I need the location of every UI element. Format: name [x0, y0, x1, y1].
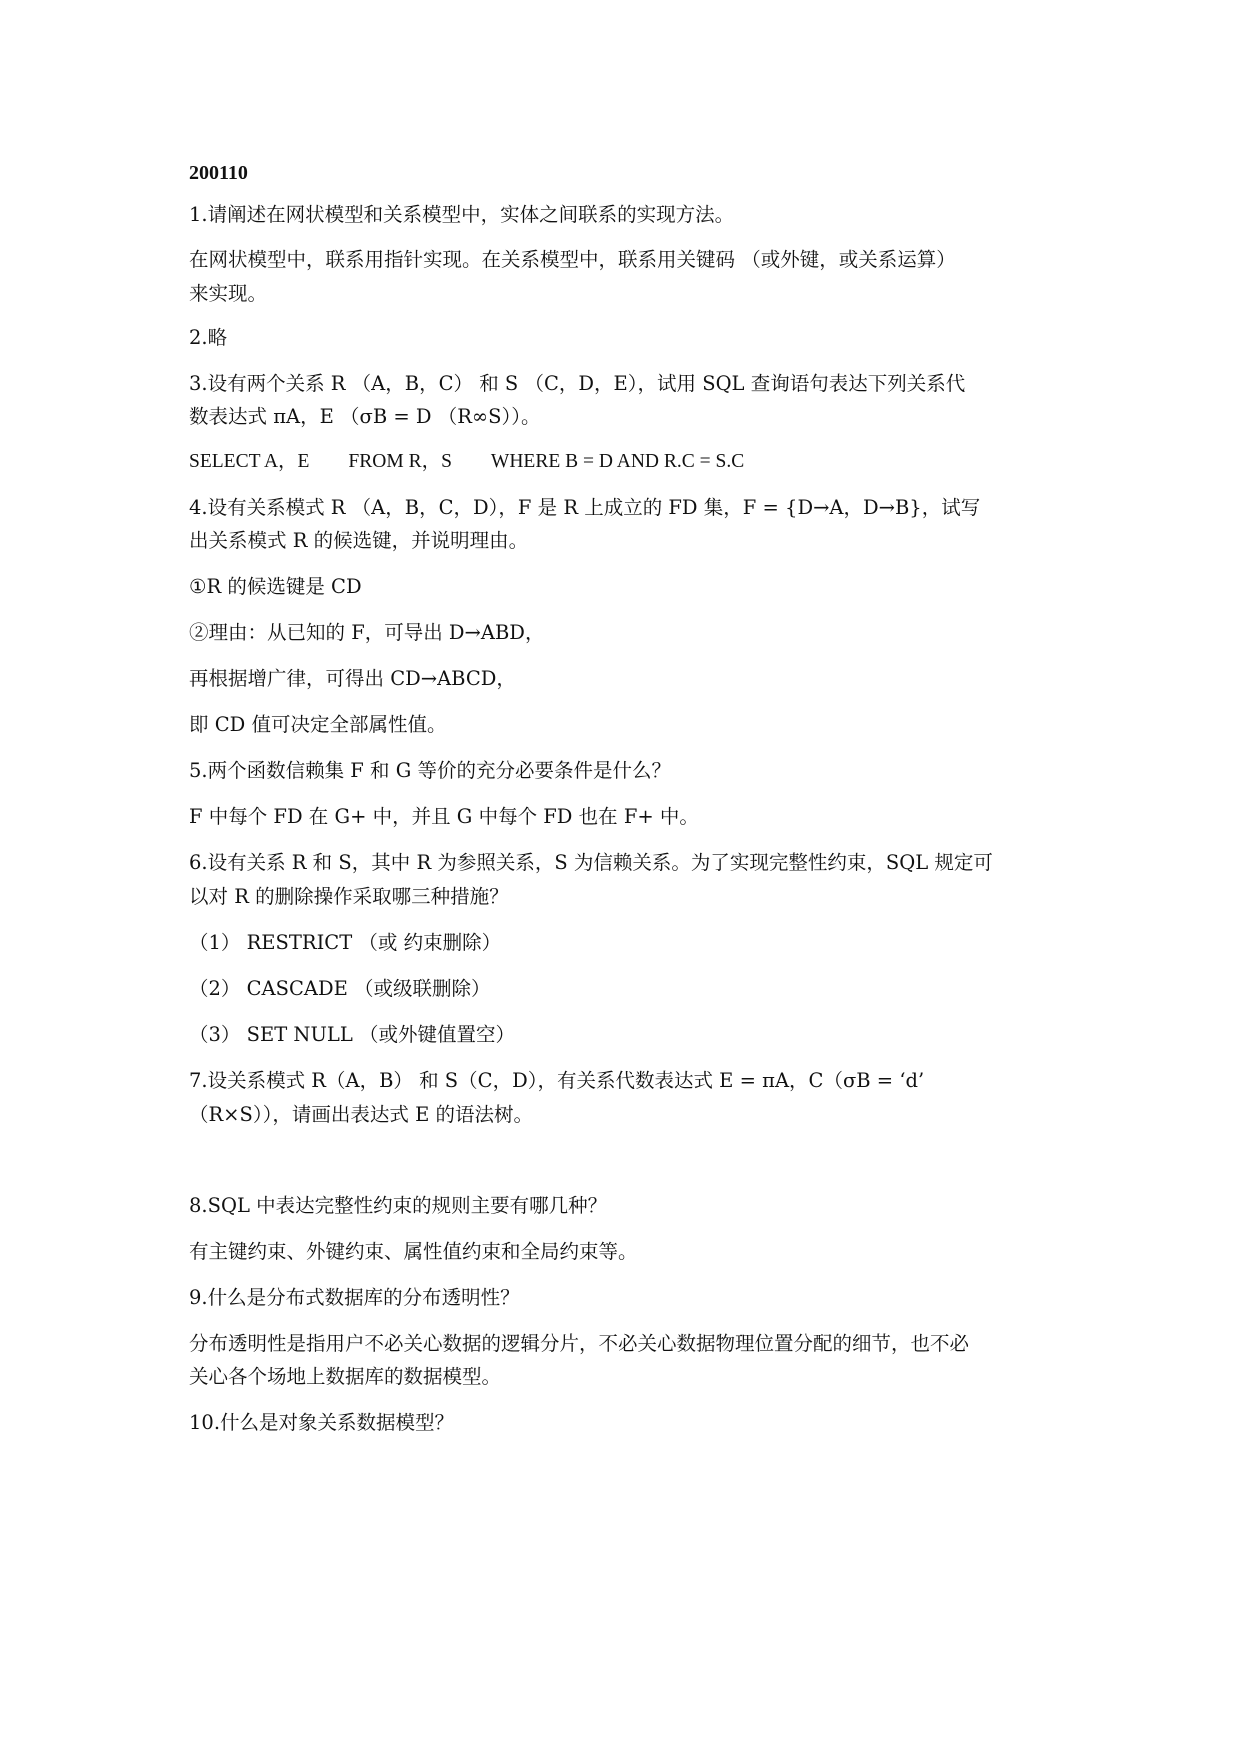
- document-heading: 200110: [189, 162, 248, 184]
- answer-5: F 中每个 FD 在 G+ 中，并且 G 中每个 FD 也在 F+ 中。: [189, 805, 699, 828]
- question-8: 8.SQL 中表达完整性约束的规则主要有哪几种？: [189, 1194, 608, 1217]
- answer-9-line-1: 分布透明性是指用户不必关心数据的逻辑分片，不必关心数据物理位置分配的细节，也不必: [189, 1332, 970, 1355]
- question-6-line-1: 6.设有关系 R 和 S，其中 R 为参照关系，S 为信赖关系。为了实现完整性约束，SQL 规定可: [189, 851, 993, 874]
- question-6-line-2: 以对 R 的删除操作采取哪三种措施？: [189, 885, 509, 908]
- answer-6-item-1: （1） RESTRICT （或 约束删除）: [189, 931, 502, 954]
- answer-6-item-2: （2） CASCADE （或级联删除）: [189, 977, 491, 1000]
- answer-8: 有主键约束、外键约束、属性值约束和全局约束等。: [189, 1240, 638, 1263]
- question-3-line-1: 3.设有两个关系 R （A，B，C） 和 S （C，D，E），试用 SQL 查询语句表达下列关系代: [189, 372, 966, 395]
- answer-3-sql: SELECT A，E FROM R，S WHERE B = D AND R.C = S.C: [189, 451, 745, 472]
- answer-1-line-1: 在网状模型中，联系用指针实现。在关系模型中，联系用关键码 （或外键，或关系运算）: [189, 248, 956, 271]
- question-3-line-2: 数表达式 πA，E （σB = D （R∞S））。: [189, 405, 541, 428]
- answer-4-line-3: 再根据增广律，可得出 CD→ABCD，: [189, 667, 516, 690]
- question-4-line-1: 4.设有关系模式 R （A，B，C，D），F 是 R 上成立的 FD 集，F = {D→A，D→B}，试写: [189, 496, 981, 519]
- question-2: 2.略: [189, 326, 228, 349]
- question-1: 1.请阐述在网状模型和关系模型中，实体之间联系的实现方法。: [189, 203, 735, 226]
- answer-4-line-1: ①R 的候选键是 CD: [189, 575, 362, 598]
- answer-9-line-2: 关心各个场地上数据库的数据模型。: [189, 1365, 502, 1388]
- question-9: 9.什么是分布式数据库的分布透明性？: [189, 1286, 520, 1309]
- answer-4-line-2: ②理由：从已知的 F，可导出 D→ABD，: [189, 621, 545, 644]
- answer-6-item-3: （3） SET NULL （或外键值置空）: [189, 1023, 515, 1046]
- question-5: 5.两个函数信赖集 F 和 G 等价的充分必要条件是什么？: [189, 759, 672, 782]
- question-7-line-2: （R×S）），请画出表达式 E 的语法树。: [189, 1103, 534, 1126]
- question-4-line-2: 出关系模式 R 的候选键，并说明理由。: [189, 529, 529, 552]
- answer-1-line-2: 来实现。: [189, 282, 268, 305]
- question-10: 10.什么是对象关系数据模型？: [189, 1411, 455, 1434]
- answer-4-line-4: 即 CD 值可决定全部属性值。: [189, 713, 447, 736]
- question-7-line-1: 7.设关系模式 R（A，B） 和 S（C，D），有关系代数表达式 E = πA，C（σB = ‘d’: [189, 1069, 925, 1092]
